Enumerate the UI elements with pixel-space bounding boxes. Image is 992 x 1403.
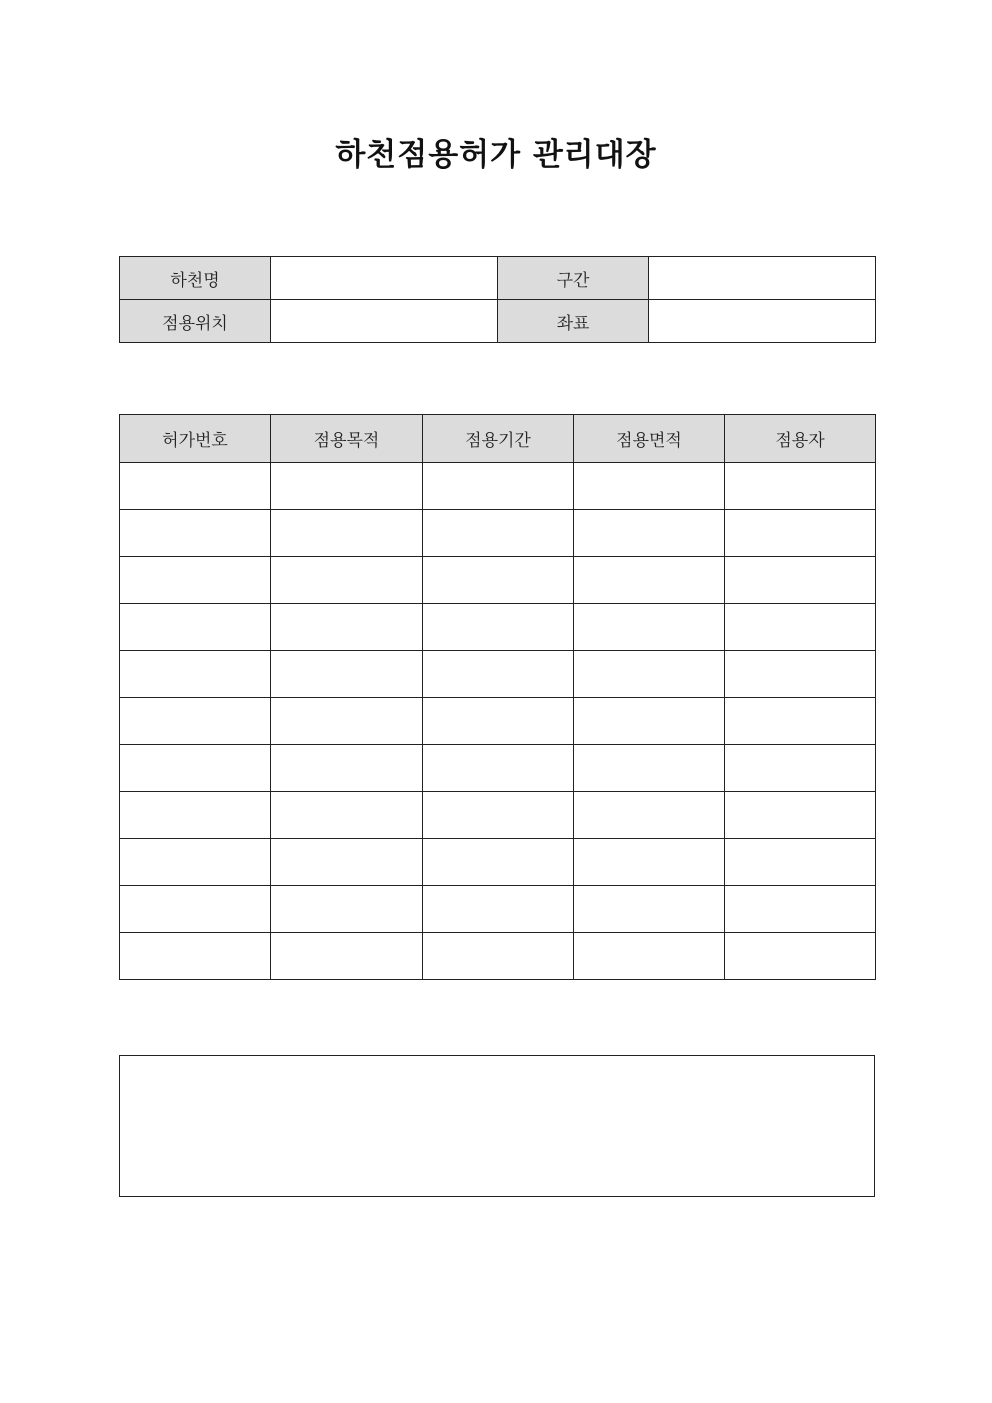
purpose-cell[interactable] [271, 933, 423, 980]
purpose-cell[interactable] [271, 557, 423, 604]
purpose-cell[interactable] [271, 792, 423, 839]
header-permit-number: 허가번호 [120, 415, 271, 463]
permit-header-row [120, 415, 876, 463]
purpose-cell[interactable] [271, 839, 423, 886]
header-period: 점용기간 [423, 415, 574, 463]
occupant-cell[interactable] [725, 839, 876, 886]
permit-number-cell[interactable] [120, 886, 271, 933]
permit-number-cell[interactable] [120, 698, 271, 745]
table-row [120, 463, 876, 510]
permit-number-cell[interactable] [120, 651, 271, 698]
period-cell[interactable] [423, 604, 574, 651]
period-cell[interactable] [423, 792, 574, 839]
area-cell[interactable] [574, 933, 725, 980]
table-row [120, 698, 876, 745]
location-value[interactable] [271, 300, 498, 343]
occupant-cell[interactable] [725, 651, 876, 698]
header-occupant: 점용자 [725, 415, 876, 463]
occupant-cell[interactable] [725, 557, 876, 604]
occupant-cell[interactable] [725, 792, 876, 839]
purpose-cell[interactable] [271, 886, 423, 933]
occupant-cell[interactable] [725, 510, 876, 557]
permit-table [119, 414, 876, 980]
area-cell[interactable] [574, 745, 725, 792]
info-row-river [120, 257, 876, 300]
period-cell[interactable] [423, 839, 574, 886]
permit-number-cell[interactable] [120, 510, 271, 557]
section-value[interactable] [649, 257, 876, 300]
header-area: 점용면적 [574, 415, 725, 463]
period-cell[interactable] [423, 886, 574, 933]
notes-box[interactable] [119, 1055, 875, 1197]
table-row [120, 745, 876, 792]
permit-table-body [120, 463, 876, 980]
period-cell[interactable] [423, 510, 574, 557]
table-row [120, 886, 876, 933]
header-purpose: 점용목적 [271, 415, 423, 463]
table-row [120, 792, 876, 839]
table-row [120, 651, 876, 698]
section-label: 구간 [498, 257, 649, 300]
permit-number-cell[interactable] [120, 463, 271, 510]
purpose-cell[interactable] [271, 745, 423, 792]
purpose-cell[interactable] [271, 510, 423, 557]
period-cell[interactable] [423, 933, 574, 980]
permit-number-cell[interactable] [120, 933, 271, 980]
area-cell[interactable] [574, 886, 725, 933]
permit-number-cell[interactable] [120, 557, 271, 604]
area-cell[interactable] [574, 792, 725, 839]
period-cell[interactable] [423, 698, 574, 745]
permit-number-cell[interactable] [120, 792, 271, 839]
occupant-cell[interactable] [725, 886, 876, 933]
area-cell[interactable] [574, 651, 725, 698]
occupant-cell[interactable] [725, 933, 876, 980]
period-cell[interactable] [423, 651, 574, 698]
occupant-cell[interactable] [725, 604, 876, 651]
occupant-cell[interactable] [725, 745, 876, 792]
permit-number-cell[interactable] [120, 604, 271, 651]
coordinates-value[interactable] [649, 300, 876, 343]
river-name-label: 하천명 [120, 257, 271, 300]
table-row [120, 839, 876, 886]
area-cell[interactable] [574, 463, 725, 510]
area-cell[interactable] [574, 698, 725, 745]
area-cell[interactable] [574, 510, 725, 557]
permit-number-cell[interactable] [120, 745, 271, 792]
area-cell[interactable] [574, 604, 725, 651]
purpose-cell[interactable] [271, 463, 423, 510]
table-row [120, 510, 876, 557]
period-cell[interactable] [423, 557, 574, 604]
purpose-cell[interactable] [271, 604, 423, 651]
river-info-table [119, 256, 876, 343]
river-name-value[interactable] [271, 257, 498, 300]
occupant-cell[interactable] [725, 463, 876, 510]
period-cell[interactable] [423, 745, 574, 792]
purpose-cell[interactable] [271, 698, 423, 745]
table-row [120, 557, 876, 604]
area-cell[interactable] [574, 839, 725, 886]
location-label: 점용위치 [120, 300, 271, 343]
document-title: 하천점용허가 관리대장 [335, 137, 657, 173]
permit-number-cell[interactable] [120, 839, 271, 886]
coordinates-label: 좌표 [498, 300, 649, 343]
occupant-cell[interactable] [725, 698, 876, 745]
info-row-location [120, 300, 876, 343]
table-row [120, 933, 876, 980]
table-row [120, 604, 876, 651]
purpose-cell[interactable] [271, 651, 423, 698]
period-cell[interactable] [423, 463, 574, 510]
area-cell[interactable] [574, 557, 725, 604]
